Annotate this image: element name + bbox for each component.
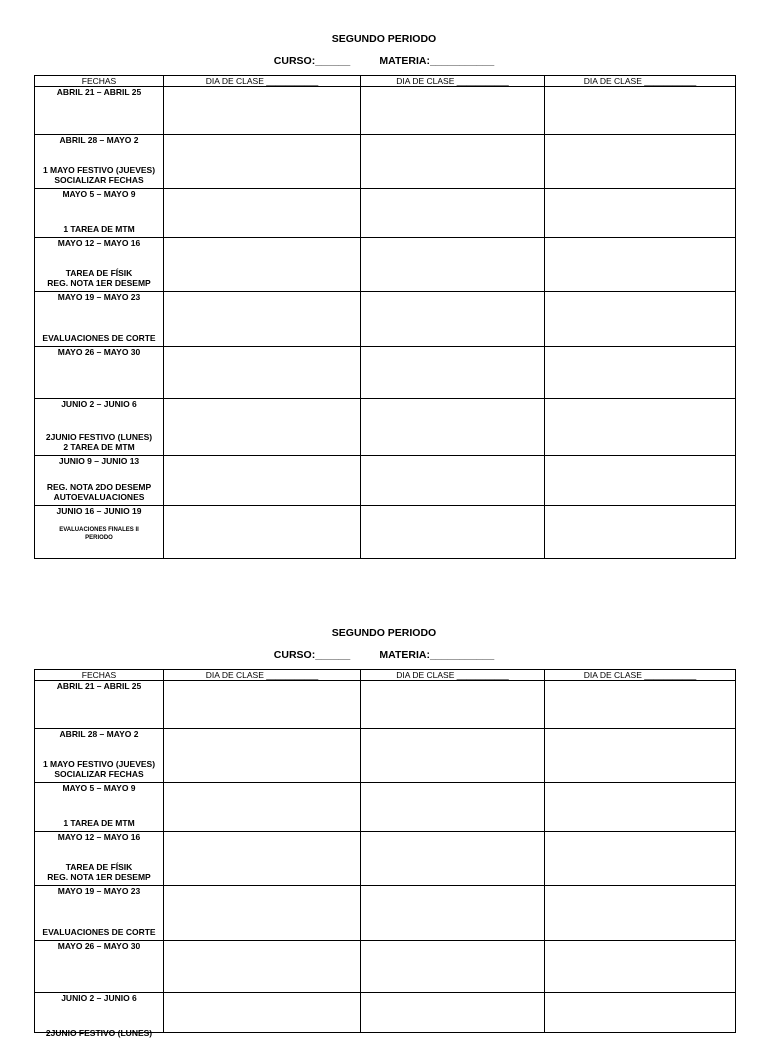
entry-cell[interactable]: [164, 832, 361, 886]
table-row: [35, 506, 736, 559]
sheet2-subtitle: [0, 649, 768, 661]
entry-cell[interactable]: [545, 729, 736, 783]
entry-cell[interactable]: [545, 681, 736, 729]
entry-cell[interactable]: [164, 993, 361, 1033]
entry-cell[interactable]: [545, 189, 736, 238]
table-row: [35, 189, 736, 238]
sheet1-schedule-table: [34, 75, 736, 559]
entry-cell[interactable]: [545, 993, 736, 1033]
entry-cell[interactable]: [164, 238, 361, 292]
table-row: [35, 993, 736, 1033]
date-range: MAYO 19 – MAYO 23: [57, 292, 141, 302]
table-row: [35, 729, 736, 783]
entry-cell[interactable]: [164, 292, 361, 347]
entry-cell[interactable]: [164, 941, 361, 993]
date-range: ABRIL 21 – ABRIL 25: [56, 681, 142, 691]
date-cell: [35, 729, 164, 783]
date-range: JUNIO 16 – JUNIO 19: [56, 506, 142, 516]
header-fechas: FECHAS: [35, 76, 164, 87]
entry-cell[interactable]: [545, 87, 736, 135]
table-row: [35, 135, 736, 189]
date-cell: [35, 506, 164, 559]
table-row: [35, 783, 736, 832]
entry-cell[interactable]: [361, 941, 545, 993]
table-row: [35, 886, 736, 941]
sheet2-curso-label: CURSO:______: [273, 649, 351, 661]
entry-cell[interactable]: [164, 456, 361, 506]
date-cell: [35, 886, 164, 941]
date-range: MAYO 26 – MAYO 30: [57, 347, 141, 357]
entry-cell[interactable]: [545, 399, 736, 456]
date-cell: [35, 993, 164, 1038]
date-cell: [35, 832, 164, 886]
date-cell: [35, 681, 164, 729]
entry-cell[interactable]: [361, 135, 545, 189]
date-note: EVALUACIONES FINALES II PERIODO: [59, 527, 139, 541]
entry-cell[interactable]: [361, 729, 545, 783]
date-note: 1 MAYO FESTIVO (JUEVES) SOCIALIZAR FECHAS: [42, 165, 156, 185]
date-note: REG. NOTA 2DO DESEMP AUTOEVALUACIONES: [46, 482, 152, 502]
entry-cell[interactable]: [361, 783, 545, 832]
entry-cell[interactable]: [164, 135, 361, 189]
entry-cell[interactable]: [164, 347, 361, 399]
sheet2-title: SEGUNDO PERIODO: [331, 627, 437, 639]
date-range: ABRIL 28 – MAYO 2: [59, 135, 139, 145]
entry-cell[interactable]: [545, 506, 736, 559]
header-dia-de-clase-2: DIA DE CLASE ___________: [361, 670, 545, 681]
entry-cell[interactable]: [164, 886, 361, 941]
entry-cell[interactable]: [164, 783, 361, 832]
entry-cell[interactable]: [361, 399, 545, 456]
date-range: JUNIO 9 – JUNIO 13: [58, 456, 140, 466]
entry-cell[interactable]: [361, 681, 545, 729]
date-cell: [35, 189, 164, 238]
date-note: TAREA DE FÍSIK REG. NOTA 1ER DESEMP: [47, 862, 151, 882]
date-note: 1 TAREA DE MTM: [63, 818, 135, 828]
entry-cell[interactable]: [545, 347, 736, 399]
entry-cell[interactable]: [361, 189, 545, 238]
entry-cell[interactable]: [361, 292, 545, 347]
entry-cell[interactable]: [361, 886, 545, 941]
entry-cell[interactable]: [361, 456, 545, 506]
date-range: JUNIO 2 – JUNIO 6: [61, 993, 137, 1003]
entry-cell[interactable]: [164, 189, 361, 238]
entry-cell[interactable]: [361, 347, 545, 399]
header-dia-de-clase-3: DIA DE CLASE ___________: [545, 76, 736, 87]
date-cell: [35, 456, 164, 506]
date-note: TAREA DE FÍSIK REG. NOTA 1ER DESEMP: [47, 268, 151, 288]
date-cell: [35, 238, 164, 292]
header-dia-de-clase-1: DIA DE CLASE ___________: [164, 76, 361, 87]
table-row: [35, 941, 736, 993]
header-dia-de-clase-2: DIA DE CLASE ___________: [361, 76, 545, 87]
table-row: [35, 238, 736, 292]
entry-cell[interactable]: [164, 399, 361, 456]
entry-cell[interactable]: [545, 941, 736, 993]
sheet2-schedule-table: [34, 669, 736, 1038]
date-cell: [35, 941, 164, 993]
table-row: [35, 456, 736, 506]
entry-cell[interactable]: [164, 729, 361, 783]
date-range: MAYO 26 – MAYO 30: [57, 941, 141, 951]
date-range: MAYO 12 – MAYO 16: [57, 832, 141, 842]
table-row: [35, 347, 736, 399]
entry-cell[interactable]: [164, 506, 361, 559]
entry-cell[interactable]: [545, 832, 736, 886]
date-note: 1 TAREA DE MTM: [63, 224, 135, 234]
date-range: MAYO 19 – MAYO 23: [57, 886, 141, 896]
date-cell: [35, 399, 164, 456]
header-dia-de-clase-3: DIA DE CLASE ___________: [545, 670, 736, 681]
table-row: [35, 292, 736, 347]
date-range: MAYO 5 – MAYO 9: [62, 783, 136, 793]
table-row: [35, 832, 736, 886]
entry-cell[interactable]: [361, 87, 545, 135]
entry-cell[interactable]: [361, 832, 545, 886]
entry-cell[interactable]: [361, 238, 545, 292]
date-range: ABRIL 21 – ABRIL 25: [56, 87, 142, 97]
date-cell: [35, 783, 164, 832]
date-cell: [35, 347, 164, 399]
sheet1-curso-label: CURSO:______: [273, 55, 351, 67]
date-note: 1 MAYO FESTIVO (JUEVES) SOCIALIZAR FECHAS: [42, 759, 156, 779]
entry-cell[interactable]: [545, 783, 736, 832]
sheet1-materia-label: MATERIA:___________: [379, 55, 495, 67]
entry-cell[interactable]: [164, 87, 361, 135]
sheet1-title: SEGUNDO PERIODO: [331, 33, 437, 45]
header-dia-de-clase-1: DIA DE CLASE ___________: [164, 670, 361, 681]
date-note: 2JUNIO FESTIVO (LUNES): [45, 1028, 153, 1038]
date-cell: [35, 292, 164, 347]
date-range: ABRIL 28 – MAYO 2: [59, 729, 139, 739]
sheet2-header-row: [35, 670, 736, 681]
table-row: [35, 681, 736, 729]
date-note: EVALUACIONES DE CORTE: [42, 333, 156, 343]
date-range: JUNIO 2 – JUNIO 6: [61, 399, 137, 409]
entry-cell[interactable]: [545, 292, 736, 347]
date-range: MAYO 5 – MAYO 9: [62, 189, 136, 199]
sheet2-materia-label: MATERIA:___________: [379, 649, 495, 661]
entry-cell[interactable]: [545, 456, 736, 506]
entry-cell[interactable]: [361, 993, 545, 1033]
date-note: EVALUACIONES DE CORTE: [42, 927, 156, 937]
entry-cell[interactable]: [361, 506, 545, 559]
date-range: MAYO 12 – MAYO 16: [57, 238, 141, 248]
table-row: [35, 399, 736, 456]
entry-cell[interactable]: [545, 238, 736, 292]
date-cell: [35, 135, 164, 189]
sheet1-subtitle: [0, 55, 768, 67]
entry-cell[interactable]: [545, 135, 736, 189]
table-row: [35, 87, 736, 135]
entry-cell[interactable]: [164, 681, 361, 729]
sheet1-header-row: [35, 76, 736, 87]
header-fechas: FECHAS: [35, 670, 164, 681]
entry-cell[interactable]: [545, 886, 736, 941]
date-note: 2JUNIO FESTIVO (LUNES) 2 TAREA DE MTM: [45, 432, 153, 452]
date-cell: [35, 87, 164, 135]
